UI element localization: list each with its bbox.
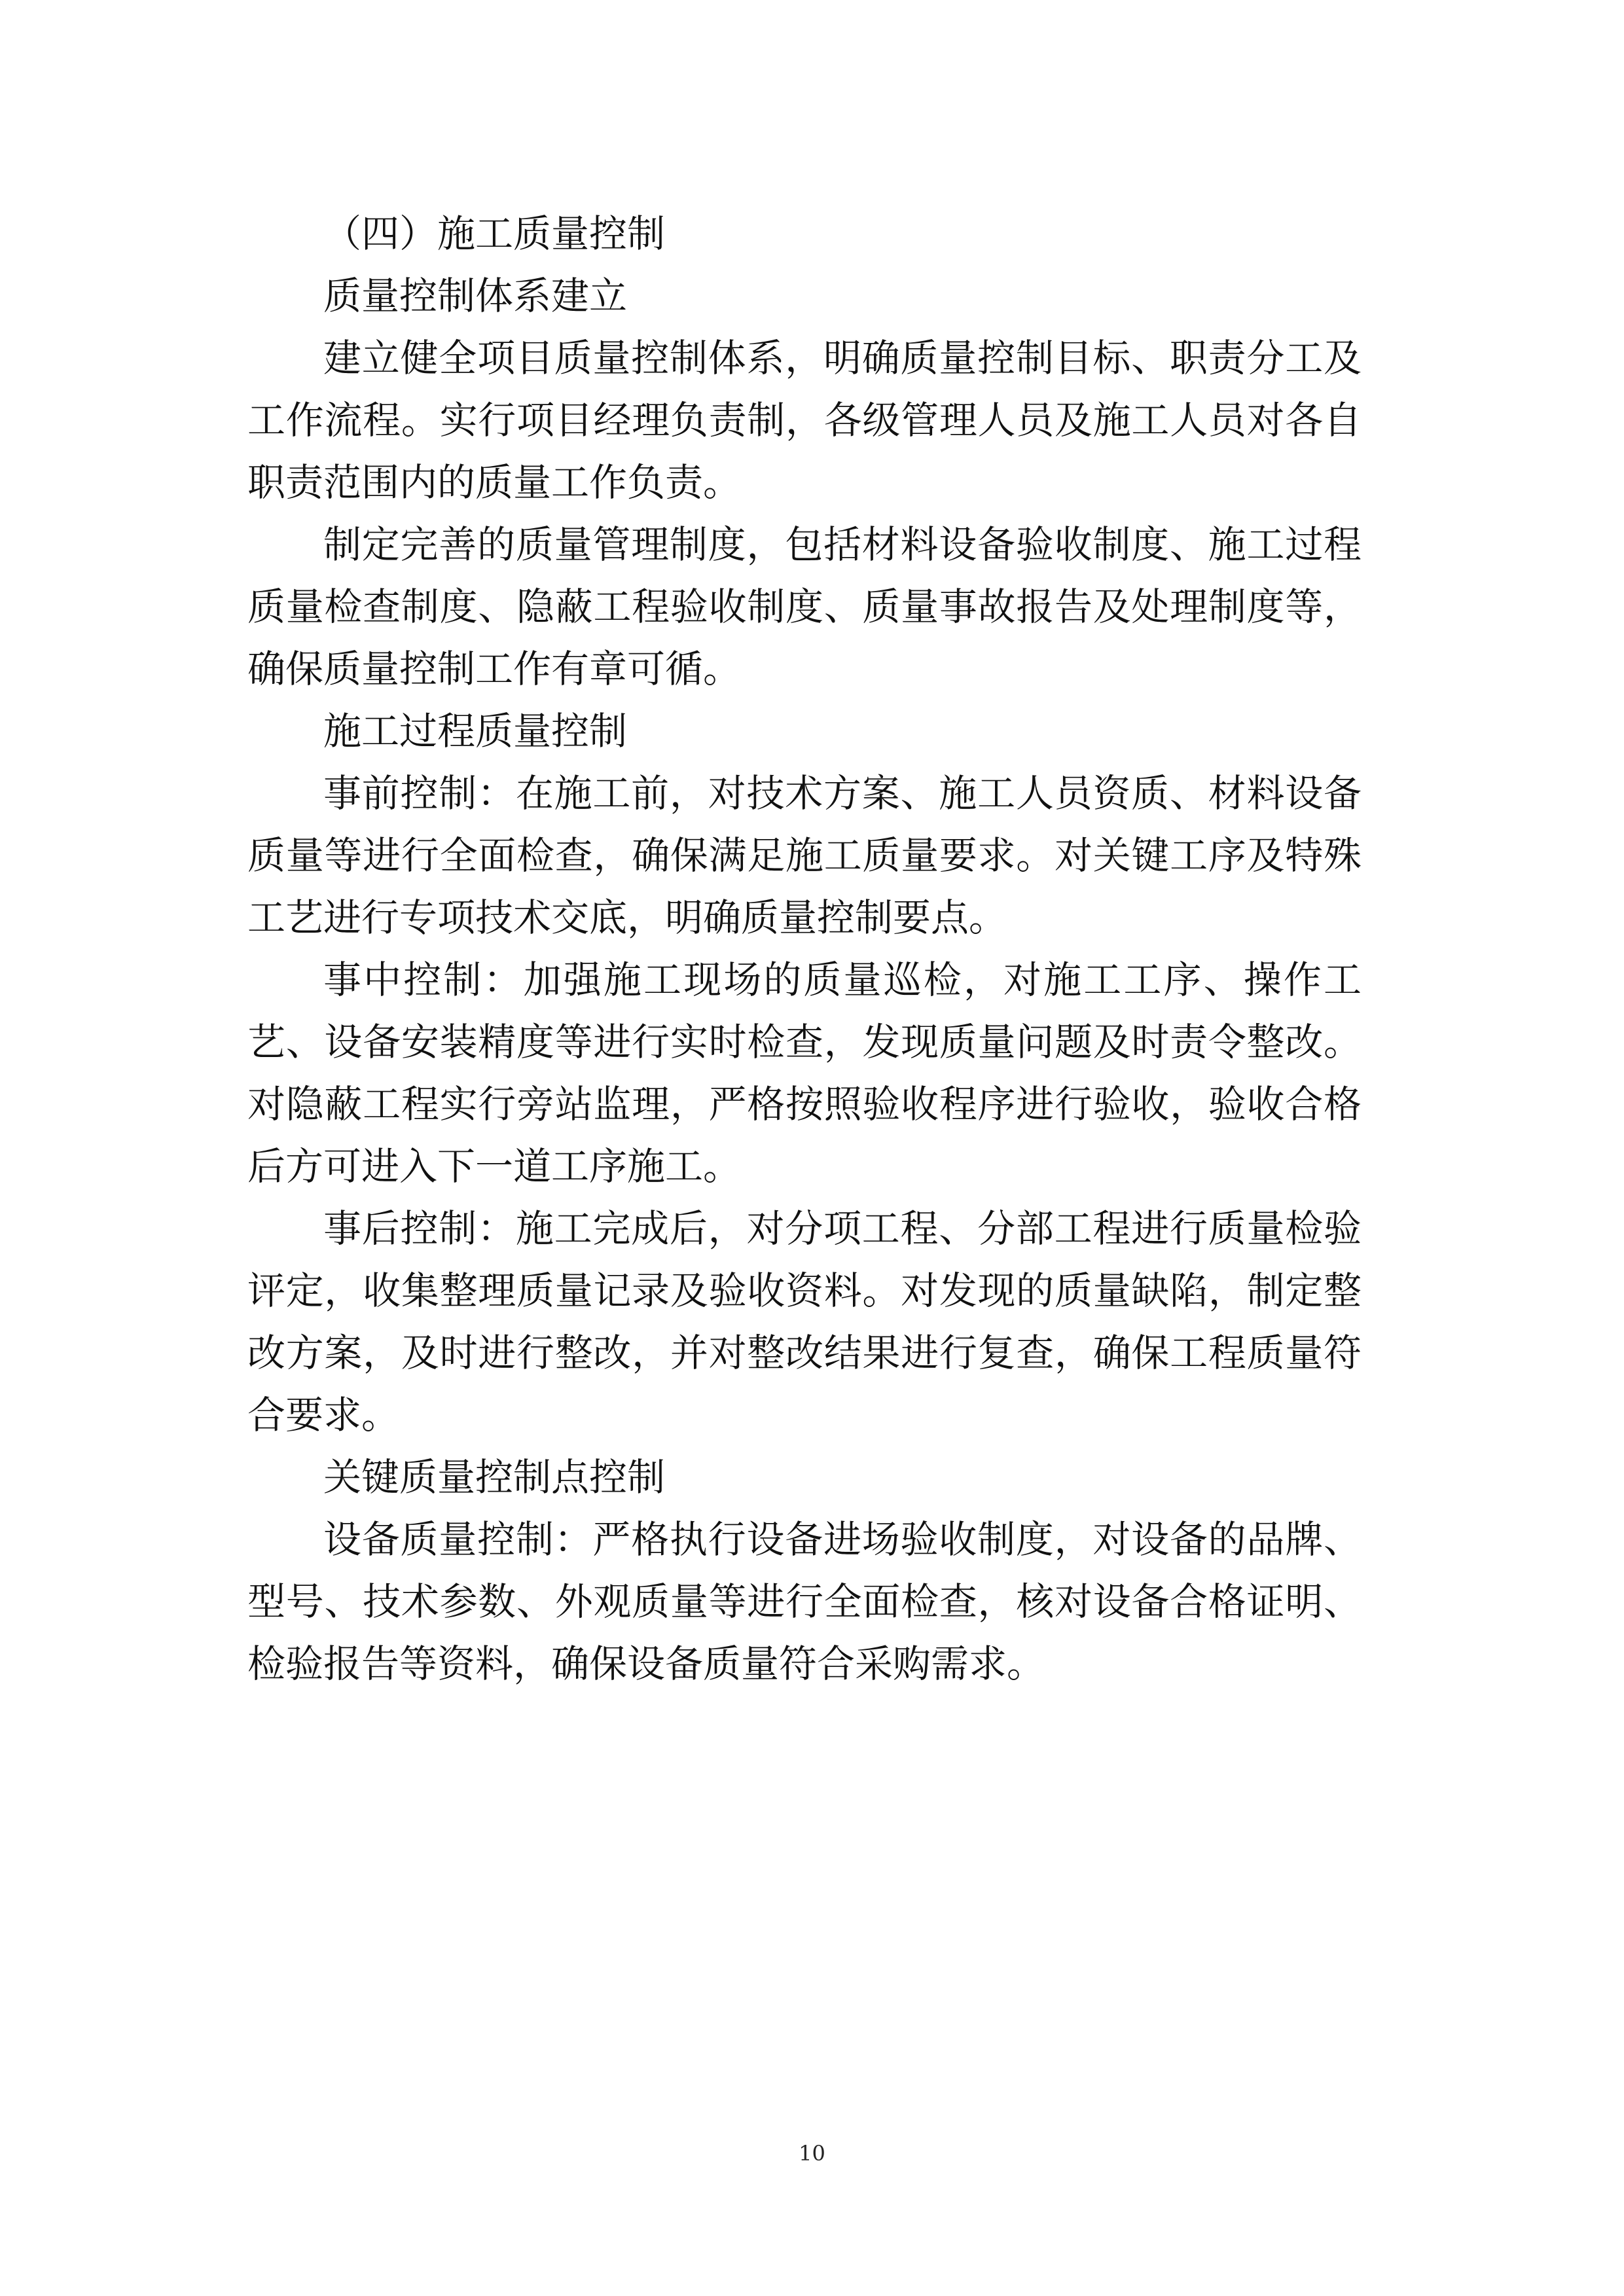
subsection-heading-process: 施工过程质量控制 — [323, 709, 628, 753]
paragraph-pre-control: 事前控制：在施工前，对技术方案、施工人员资质、材料设备质量等进行全面检查，确保满足施工质量要求。对关键工序及特殊工艺进行专项技术交底，明确质量控制要点。 — [247, 771, 1362, 940]
paragraph-management-rules: 制定完善的质量管理制度，包括材料设备验收制度、施工过程质量检查制度、隐蔽工程验收制度、质量事故报告及处理制度等，确保质量控制工作有章可循。 — [247, 522, 1362, 691]
paragraph-post-control: 事后控制：施工完成后，对分项工程、分部工程进行质量检验评定，收集整理质量记录及验收资料。对发现的质量缺陷，制定整改方案，及时进行整改，并对整改结果进行复查，确保工程质量符合要求。 — [247, 1206, 1362, 1437]
paragraph-in-process-control: 事中控制：加强施工现场的质量巡检，对施工工序、操作工艺、设备安装精度等进行实时检查，发现质量问题及时责令整改。对隐蔽工程实行旁站监理，严格按照验收程序进行验收，验收合格后方可进入下一道工序施工。 — [247, 958, 1362, 1189]
section-title: （四）施工质量控制 — [323, 211, 666, 256]
page-number: 10 — [799, 2141, 825, 2166]
paragraph-system-establishment: 建立健全项目质量控制体系，明确质量控制目标、职责分工及工作流程。实行项目经理负责制，各级管理人员及施工人员对各自职责范围内的质量工作负责。 — [247, 336, 1362, 505]
paragraph-equipment-quality: 设备质量控制：严格执行设备进场验收制度，对设备的品牌、型号、技术参数、外观质量等进行全面检查，核对设备合格证明、检验报告等资料，确保设备质量符合采购需求。 — [247, 1517, 1362, 1686]
subsection-heading-key-points: 关键质量控制点控制 — [323, 1455, 666, 1499]
document-body — [247, 203, 1362, 1695]
subsection-heading-system: 质量控制体系建立 — [323, 274, 628, 318]
